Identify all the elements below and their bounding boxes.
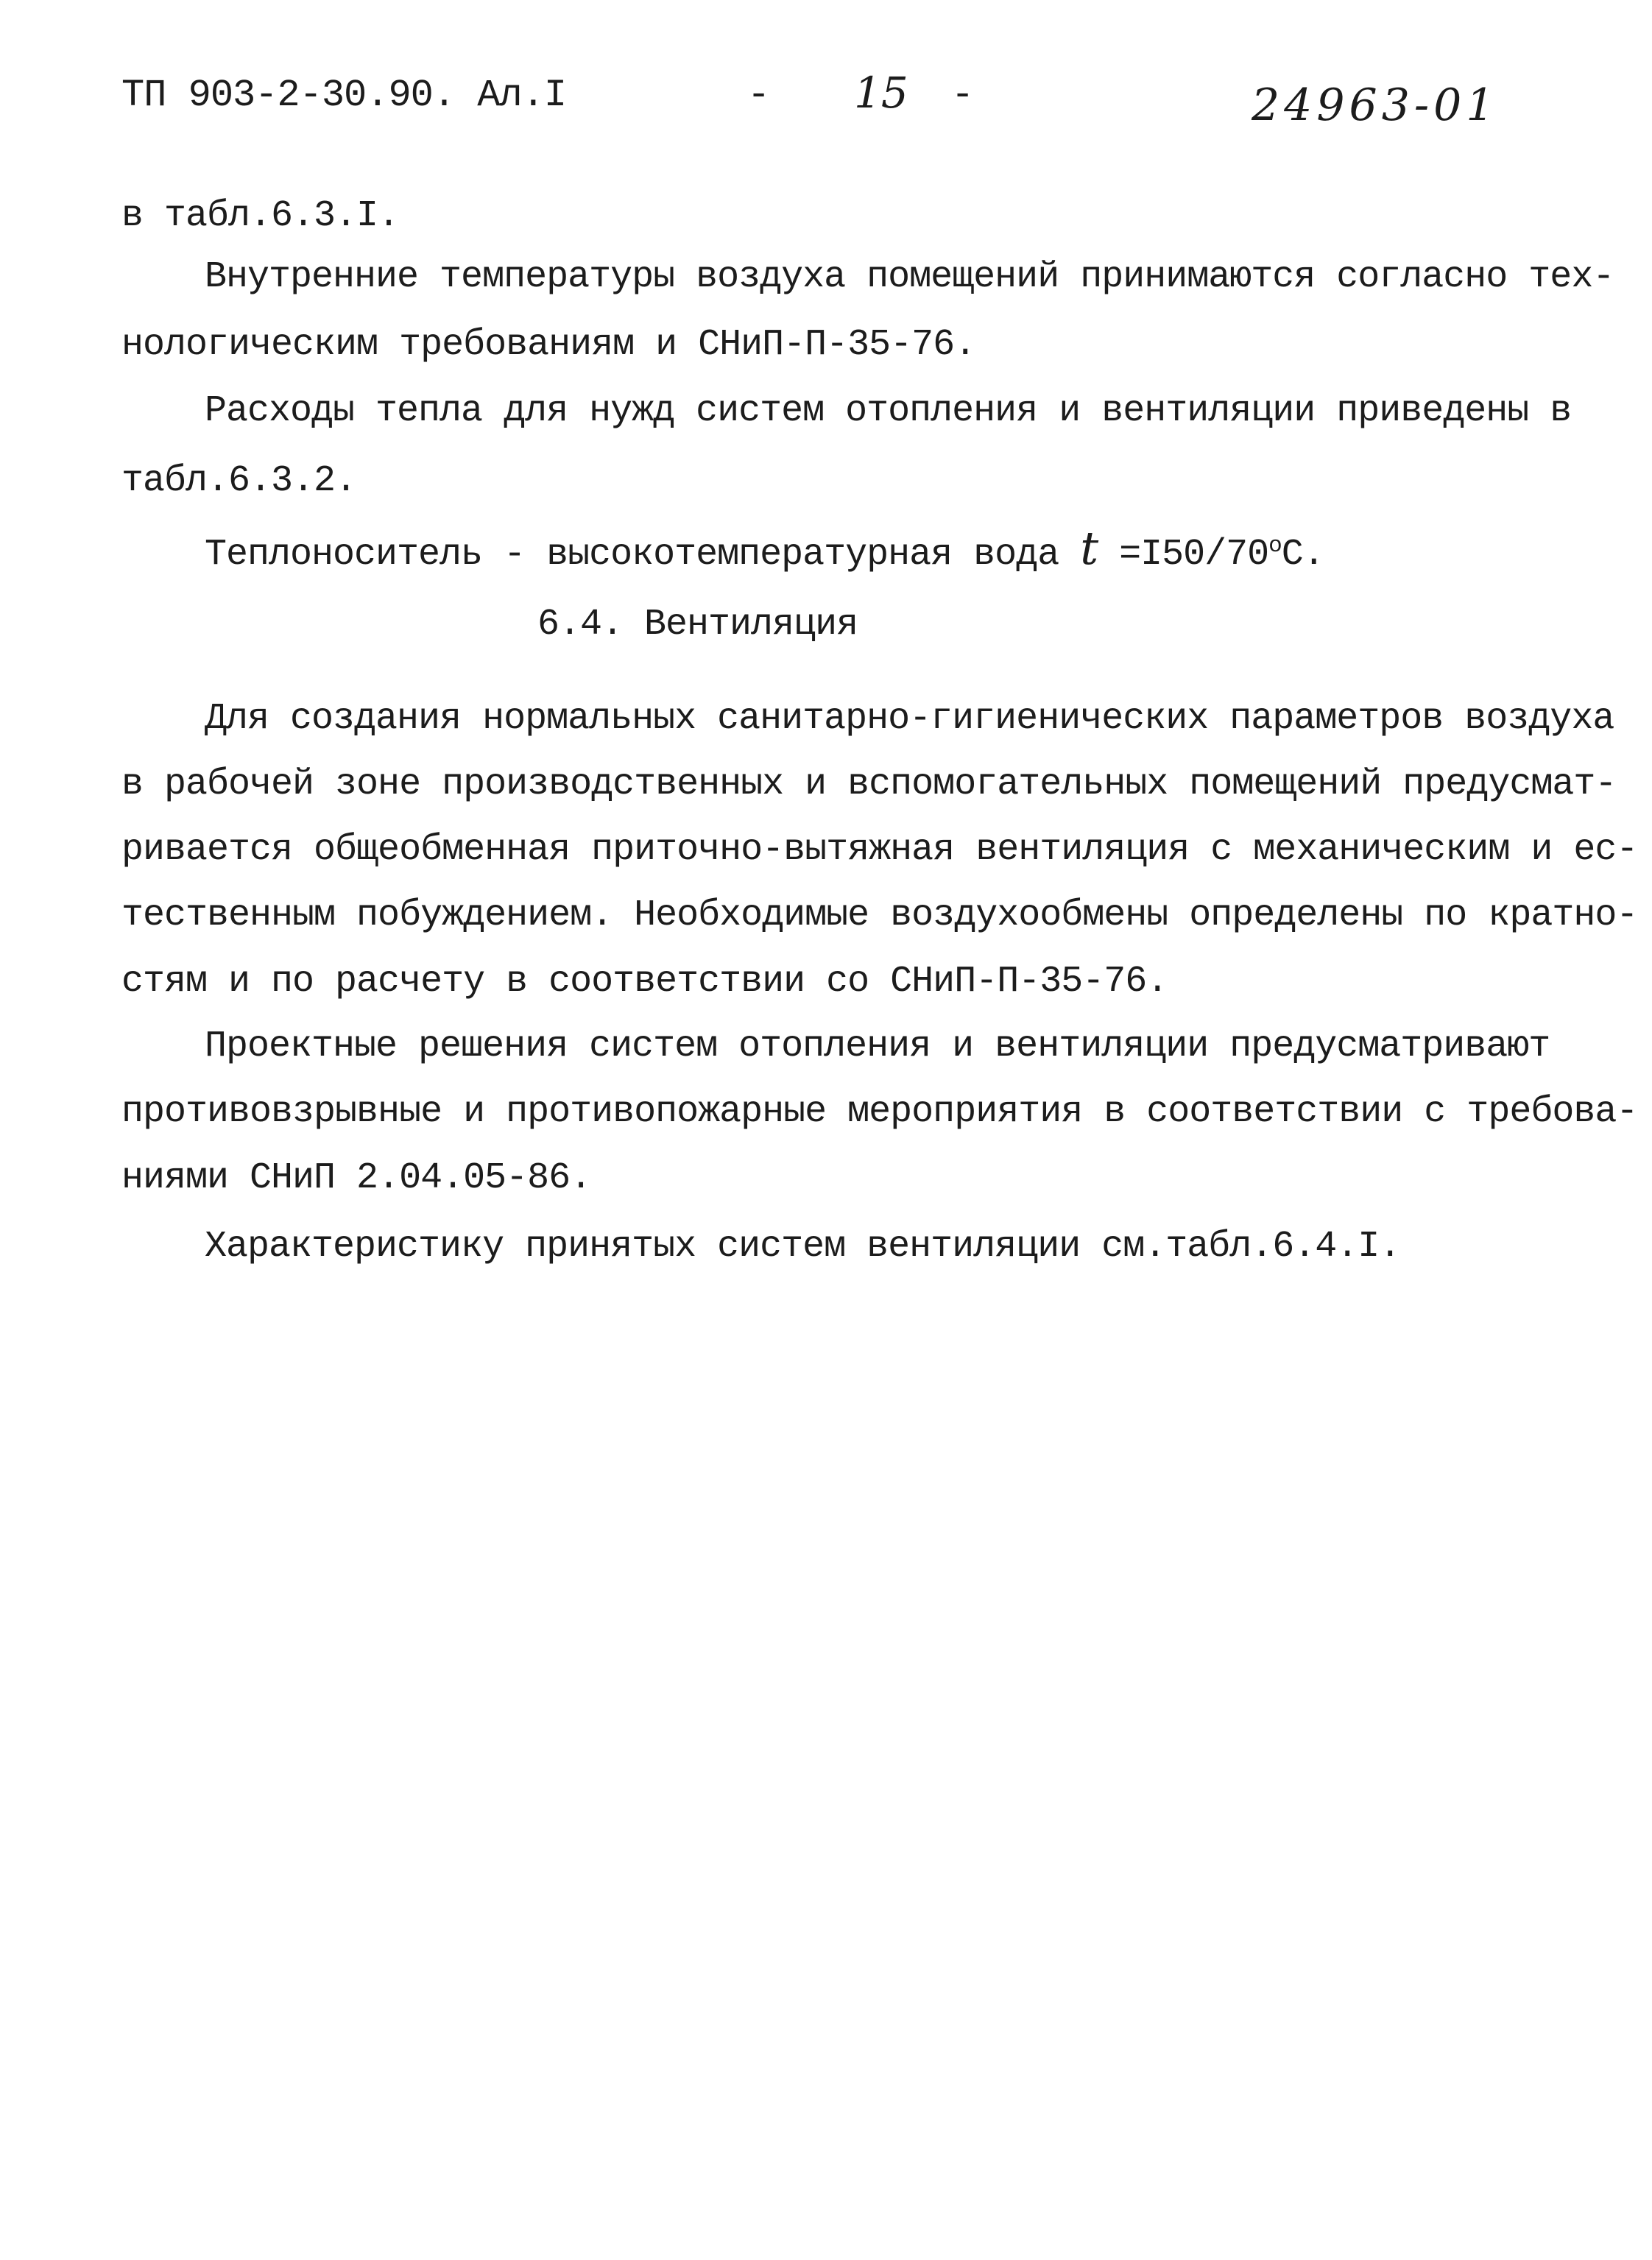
temperature-symbol: t: [1080, 521, 1098, 575]
coolant-unit: C.: [1281, 534, 1324, 576]
text-line: противовзрывные и противопожарные мероприятия в соответствии с требова-: [121, 1091, 1638, 1133]
text-line: тественным побуждением. Необходимые воздухообмены определены по кратно-: [121, 894, 1638, 936]
dash-right: -: [951, 74, 974, 117]
coolant-label: Теплоноситель - высокотемпературная вода: [205, 534, 1081, 576]
text-line: нологическим требованиям и СНиП-П-35-76.: [121, 324, 976, 366]
text-line: Характеристику принятых систем вентиляции см.табл.6.4.I.: [205, 1226, 1401, 1268]
text-line: стям и по расчету в соответствии со СНиП-П-35-76.: [121, 961, 1168, 1003]
text-line: ниями СНиП 2.04.05-86.: [121, 1157, 592, 1199]
text-line-coolant: [205, 521, 1324, 576]
inventory-number: 24963-01: [1252, 80, 1499, 131]
text-line: в рабочей зоне производственных и вспомогательных помещений предусмат-: [121, 763, 1617, 805]
degree-sign: o: [1268, 532, 1282, 559]
section-heading: 6.4. Вентиляция: [537, 604, 858, 646]
page-number: 15: [854, 68, 908, 118]
text-line: в табл.6.3.I.: [121, 195, 400, 237]
text-line: Внутренние температуры воздуха помещений принимаются согласно тех-: [205, 256, 1614, 298]
text-line: Расходы тепла для нужд систем отопления и вентиляции приведены в: [205, 390, 1572, 432]
document-code: ТП 903-2-30.90. Ал.I: [121, 74, 567, 117]
text-line: Для создания нормальных санитарно-гигиенических параметров воздуха: [205, 698, 1614, 740]
text-line: Проектные решения систем отопления и вентиляции предусматривают: [205, 1025, 1550, 1067]
coolant-value: =I50/70: [1098, 534, 1269, 576]
text-line: ривается общеобменная приточно-вытяжная вентиляция с механическим и ес-: [121, 829, 1638, 871]
text-line: табл.6.3.2.: [121, 460, 357, 502]
dash-left: -: [747, 74, 770, 117]
